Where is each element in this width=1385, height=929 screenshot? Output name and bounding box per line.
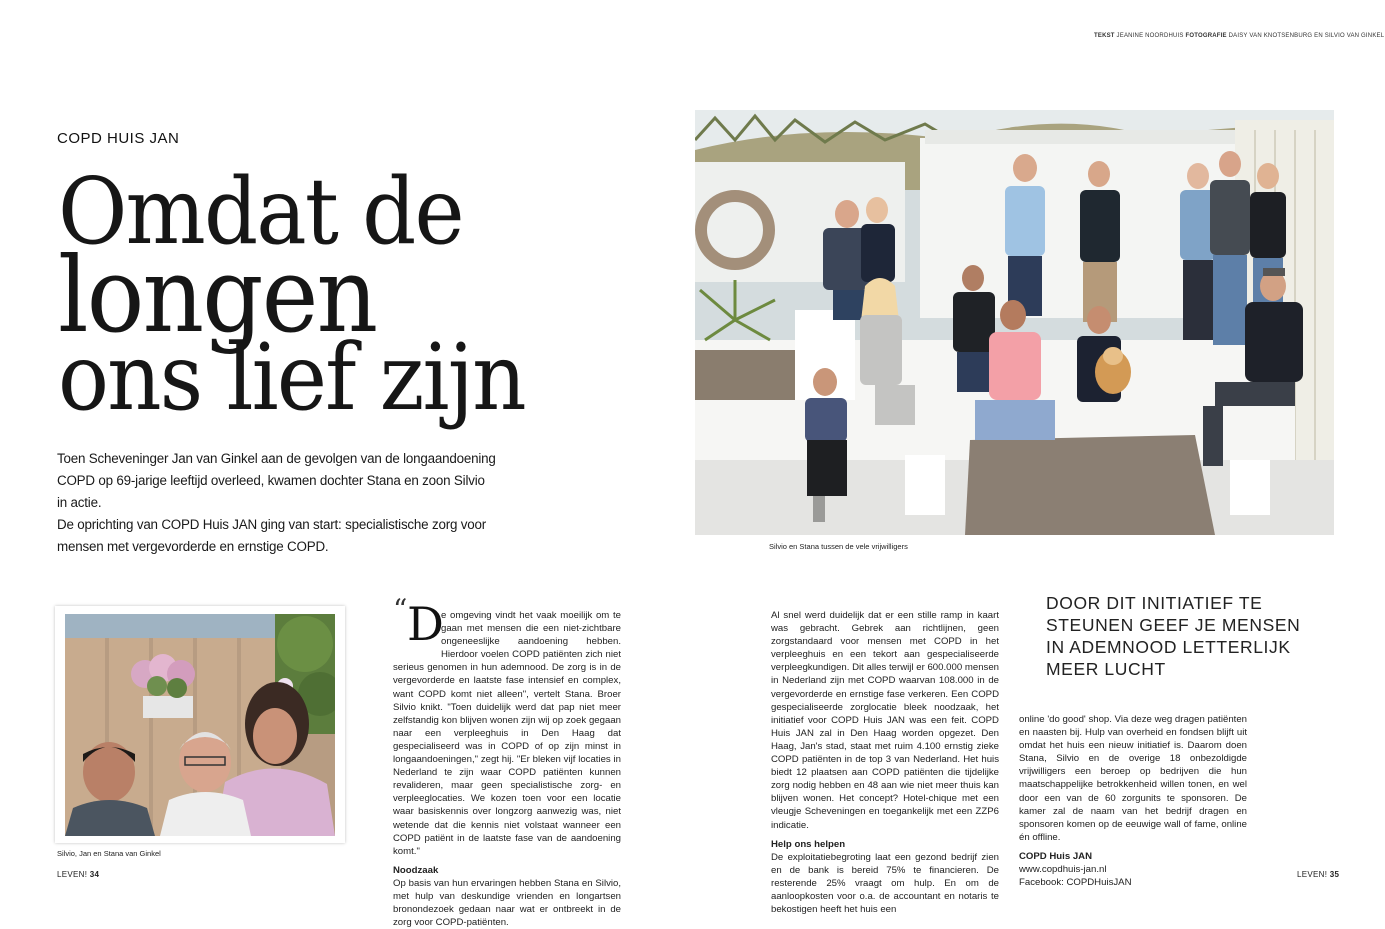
intro-paragraph-1: Toen Scheveninger Jan van Ginkel aan de gevolgen van de longaandoening COPD op 69-jarige leeftijd overleed, kwamen dochter Stana en zoon Silvio in actie. — [57, 451, 496, 510]
family-photo — [65, 614, 335, 836]
dropcap-letter: D — [407, 597, 444, 651]
dropcap — [393, 593, 444, 651]
small-photo-caption: Silvio, Jan en Stana van Ginkel — [57, 849, 161, 858]
footer-right — [1297, 870, 1339, 879]
website-link[interactable]: www.copdhuis-jan.nl — [1019, 864, 1107, 876]
quote-mark-icon: “ — [393, 593, 408, 626]
facebook-link[interactable]: Facebook: COPDHuisJAN — [1019, 877, 1132, 889]
col1-paragraph-1: e omgeving vindt het vaak moeilijk om te gaan met mensen die een niet-zichtbare ongeneeslijke aandoening hebben. Hierdoor voelen COPD patiënten zich niet serieus genomen in hun ademnood. De zorg is in de vergevorderde en laatste fase intensief en complex, want COPD komt niet alleen", vertelt Stana. Broer Silvio knikt. "Toen duidelijk werd dat pap niet meer zelfstandig kon blijven wonen zijn wij op zoek gegaan naar een verpleeghuis in Den Haag dat gespecialiseerd was in COPD of op zijn minst in longaandoeningen," zegt hij. "Er bleken vijf locaties in Nederland te zijn waar COPD patiënten kunnen revalideren, maar geen specialistische zorg- en verpleeglocaties. We kozen toen voor een locatie waar basiskennis over longzorg aanwezig was, niet wetende dat die kennis niet volstaat wanneer een COPD patiënt in de laatste fase van de aandoening komt." — [393, 610, 621, 857]
pull-quote: DOOR DIT INITIATIEF TE STEUNEN GEEF JE MENSEN IN ADEMNOOD LETTERLIJK MEER LUCHT — [1046, 593, 1301, 679]
intro-paragraph-2: De oprichting van COPD Huis JAN ging van start: specialistische zorg voor mensen met vergevorderde en ernstige COPD. — [57, 517, 486, 554]
col2-paragraph-1: Al snel werd duidelijk dat er een stille ramp in kaart was gebracht. Gebrek aan richtlijnen, geen zorgstandaard voor mensen met COPD in het verpleeghuis en een tekort aan gespecialiseerde verpleegkundigen. Dit alles terwijl er 600.000 mensen in Nederland zijn met COPD waarvan 108.000 in de vergevorderde en ernstige fase verkeren. Een COPD gespecialiseerde zorglocatie bleek noodzaak, het initiatief voor COPD Huis JAN was een feit. COPD Huis JAN zal in Den Haag worden opgezet. Den Haag, Jan's stad, staat met ruim 4.100 ernstig zieke COPD patiënten in de top 3 van Nederland. Het huis biedt 12 plaatsen aan COPD patiënten die tijdelijke zorg nodig hebben en 48 aan wie niet meer thuis kan blijven wonen. Het concept? Hotel-chique met een vleugje Scheveningen en toegankelijk met een ZZP6 indicatie. — [771, 610, 999, 831]
subheading-copd-huis-jan: COPD Huis JAN — [1019, 850, 1093, 862]
headline-line-2: longen — [58, 234, 377, 356]
page-number-right: 35 — [1329, 870, 1340, 879]
headline-line-3: ons lief zijn — [58, 324, 525, 431]
intro — [57, 448, 497, 558]
headline — [58, 158, 618, 431]
group-photo — [695, 110, 1334, 535]
headline-line-1: Omdat de — [58, 158, 463, 265]
small-photo-frame — [55, 606, 345, 843]
subheading-help-ons-helpen: Help ons helpen — [771, 838, 846, 850]
article-column-3 — [1019, 713, 1247, 889]
footer-left — [57, 870, 99, 879]
col1-paragraph-2: Op basis van hun ervaringen hebben Stana en Silvio, met hulp van deskundige vrienden en longartsen bronondezoek gedaan naar wat er ontbreekt in de zorg voor COPD-patiënten. — [393, 877, 621, 929]
section-label: COPD HUIS JAN — [57, 130, 180, 147]
footer-brand-right: LEVEN! — [1297, 870, 1328, 879]
photo-credits: TEKST JEANINE NOORDHUIS FOTOGRAFIE DAISY VAN KNOTSENBURG EN SILVIO VAN GINKEL — [1094, 33, 1385, 39]
article-column-2 — [771, 609, 999, 916]
group-photo-caption: Silvio en Stana tussen de vele vrijwilligers — [769, 542, 908, 551]
col3-paragraph-1: online 'do good' shop. Via deze weg dragen patiënten en naasten bij. Hulp van overheid en fondsen blijft uit omdat het huis een nieuw initiatief is. Daarom doen Stana, Silvio en de overige 18 onbezoldigde vrijwilligers een beroep op bedrijven die hun maatschappelijke betrokkenheid willen tonen, en wel door een van de 60 zorgunits te sponsoren. De kamer zal de naam van het bedrijf dragen en sponsoren komen op de eeuwige wall of fame, online én offline. — [1019, 714, 1247, 843]
article-column-1 — [393, 593, 621, 929]
footer-brand-left: LEVEN! — [57, 870, 88, 879]
subheading-noodzaak: Noodzaak — [393, 864, 439, 876]
page-number-left: 34 — [89, 870, 100, 879]
col2-paragraph-2: De exploitatiebegroting laat een gezond bedrijf zien en de bank is bereid 75% te financieren. De resterende 25% vraagt om hulp. En om de aanloopkosten voor o.a. de accountant en notaris te bekostigen heeft het huis een — [771, 851, 999, 916]
